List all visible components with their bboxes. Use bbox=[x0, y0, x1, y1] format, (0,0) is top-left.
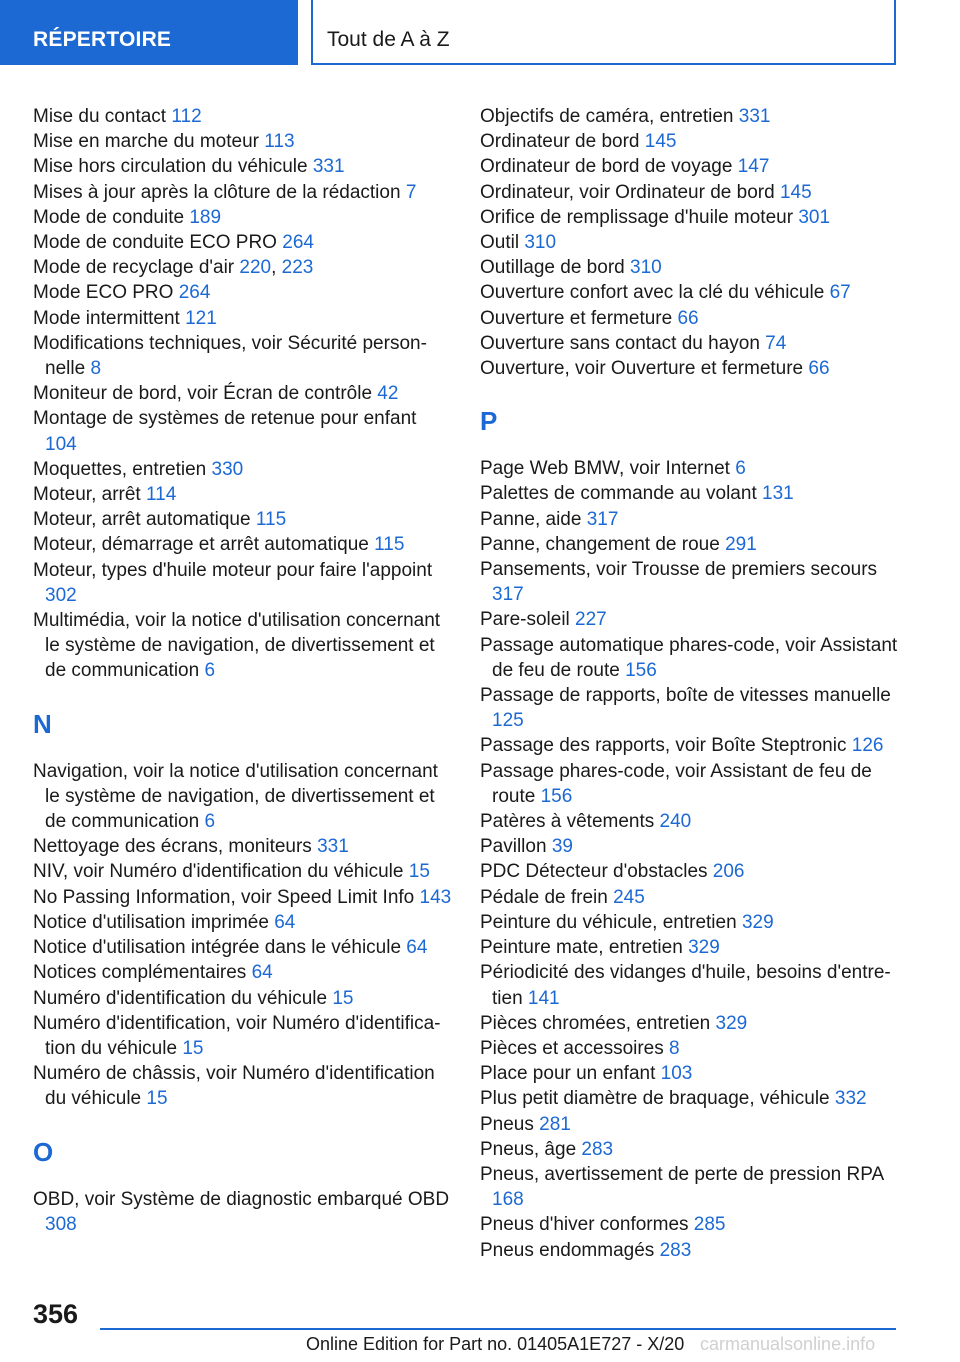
page-link[interactable]: 147 bbox=[737, 156, 770, 178]
index-entry-text: Numéro d'identification du véhicule bbox=[33, 987, 328, 1009]
index-entry-text: Pneus, avertissement de perte de pression RPA bbox=[480, 1163, 884, 1185]
page-link[interactable]: 156 bbox=[625, 659, 657, 681]
page-link[interactable]: 206 bbox=[712, 861, 745, 883]
page-link[interactable]: 317 bbox=[586, 508, 619, 530]
page-link[interactable]: 115 bbox=[255, 509, 287, 531]
index-entry bbox=[33, 104, 453, 129]
index-entry-text: Objectifs de caméra, entretien bbox=[480, 106, 734, 127]
index-entry bbox=[33, 986, 453, 1011]
index-entry bbox=[33, 910, 453, 935]
index-entry bbox=[480, 1112, 910, 1137]
index-entry bbox=[33, 280, 453, 305]
index-column-left bbox=[33, 104, 453, 1237]
index-entry-text: Pavillon bbox=[480, 836, 547, 858]
page-link[interactable]: 168 bbox=[492, 1189, 524, 1211]
index-entry-text: Mise hors circulation du véhicule bbox=[33, 156, 308, 178]
index-entry-text: No Passing Information, voir Speed Limit Info bbox=[33, 886, 415, 908]
index-entry-text: Pansements, voir Trousse de premiers secours bbox=[480, 559, 878, 581]
index-entry bbox=[480, 809, 910, 834]
index-entry bbox=[480, 733, 910, 758]
page-link[interactable]: 240 bbox=[659, 811, 692, 833]
page-link[interactable]: 103 bbox=[660, 1063, 693, 1085]
index-entry-text: Pneus endommagés bbox=[480, 1239, 655, 1261]
footer-edition: Online Edition for Part no. 01405A1E727 - X/20 bbox=[306, 1334, 685, 1354]
page-link[interactable]: 283 bbox=[581, 1138, 614, 1160]
index-entry bbox=[480, 104, 910, 129]
page-link[interactable]: 66 bbox=[677, 307, 699, 329]
index-entry-text: Mode intermittent bbox=[33, 307, 180, 329]
index-entry-text: Ordinateur de bord de voyage bbox=[480, 156, 733, 178]
index-entry bbox=[480, 154, 910, 179]
page-link[interactable]: 42 bbox=[377, 383, 399, 405]
page-link[interactable]: 8 bbox=[90, 358, 102, 380]
index-entry-text: Panne, changement de roue bbox=[480, 533, 720, 555]
page-link[interactable]: 66 bbox=[808, 358, 830, 380]
index-entry-text: Montage de systèmes de retenue pour enfant bbox=[33, 408, 417, 430]
index-entry-text: Numéro d'identification, voir Numéro d'identification du véhicule bbox=[33, 1012, 441, 1059]
page-link[interactable]: 15 bbox=[182, 1037, 204, 1059]
index-entry bbox=[480, 532, 910, 557]
page-link[interactable]: 317 bbox=[492, 584, 524, 606]
index-entry-text: Ouverture, voir Ouverture et fermeture bbox=[480, 358, 804, 380]
index-entry bbox=[480, 1212, 910, 1237]
page-link[interactable]: 291 bbox=[725, 533, 757, 555]
page-link[interactable]: 329 bbox=[715, 1012, 748, 1034]
page-link[interactable]: 15 bbox=[332, 987, 354, 1009]
page-link[interactable]: 112 bbox=[171, 106, 202, 127]
index-entry bbox=[480, 1162, 910, 1212]
index-entry bbox=[480, 255, 910, 280]
index-entry bbox=[33, 1061, 453, 1111]
index-entry-text: Page Web BMW, voir Internet bbox=[480, 458, 730, 480]
page-link[interactable]: 64 bbox=[251, 962, 273, 984]
index-entry-text: Périodicité des vidanges d'huile, besoins d'entretien bbox=[480, 962, 891, 1009]
page-link[interactable]: 125 bbox=[492, 710, 524, 732]
index-entry-text: Panne, aide bbox=[480, 508, 582, 530]
index-entry-text: Pare-soleil bbox=[480, 609, 570, 631]
index-entry bbox=[480, 960, 910, 1010]
index-entry bbox=[480, 356, 910, 381]
index-entry bbox=[480, 481, 910, 506]
page-link[interactable]: 264 bbox=[282, 232, 314, 254]
index-entry bbox=[480, 456, 910, 481]
index-entry-text: Peinture du véhicule, entretien bbox=[480, 911, 737, 933]
index-entry-text: Multimédia, voir la notice d'utilisation concernant le système de navigation, de divertissement et de communication bbox=[33, 610, 441, 682]
page-link[interactable]: 67 bbox=[829, 282, 851, 304]
index-entry-text: Mise en marche du moteur bbox=[33, 131, 259, 153]
index-entry-text: Orifice de remplissage d'huile moteur bbox=[480, 206, 794, 228]
index-entry bbox=[480, 230, 910, 255]
section-letter: N bbox=[33, 708, 52, 739]
index-entry-text: Plus petit diamètre de braquage, véhicule bbox=[480, 1088, 830, 1110]
page-link[interactable]: 331 bbox=[317, 836, 349, 858]
index-entry bbox=[33, 331, 453, 381]
page-link[interactable]: 115 bbox=[374, 534, 405, 556]
index-entry-text: Passage des rapports, voir Boîte Steptronic bbox=[480, 735, 847, 757]
index-entry bbox=[33, 205, 453, 230]
page-number: 356 bbox=[33, 1299, 79, 1329]
page-link[interactable]: 39 bbox=[551, 836, 573, 858]
index-entry-text: Pièces et accessoires bbox=[480, 1037, 664, 1059]
watermark: carmanualsonline.info bbox=[700, 1334, 876, 1354]
page-link[interactable]: 8 bbox=[669, 1037, 680, 1059]
page-separator: , bbox=[271, 257, 277, 279]
page-link[interactable]: 126 bbox=[851, 735, 884, 757]
index-entry-text: Ordinateur de bord bbox=[480, 131, 640, 153]
page-link[interactable]: 301 bbox=[798, 206, 831, 228]
index-entry-text: Pneus d'hiver conformes bbox=[480, 1214, 689, 1236]
index-entry-text: Notices complémentaires bbox=[33, 962, 247, 984]
page-link[interactable]: 104 bbox=[45, 433, 77, 455]
index-entry bbox=[480, 1137, 910, 1162]
index-entry bbox=[480, 557, 910, 607]
index-entry bbox=[33, 230, 453, 255]
page-link[interactable]: 330 bbox=[211, 458, 244, 480]
index-entry-text: Moquettes, entretien bbox=[33, 458, 207, 480]
page-link[interactable]: 15 bbox=[146, 1088, 168, 1110]
index-entry bbox=[33, 1011, 453, 1061]
page-link[interactable]: 285 bbox=[693, 1214, 726, 1236]
footer-divider bbox=[100, 1328, 896, 1330]
page-link[interactable]: 64 bbox=[274, 911, 296, 933]
page-link[interactable]: 15 bbox=[408, 861, 430, 883]
page-link[interactable]: 310 bbox=[524, 232, 557, 254]
index-entry-text: Moteur, démarrage et arrêt automatique bbox=[33, 534, 369, 556]
index-entry-text: Patères à vêtements bbox=[480, 811, 655, 833]
index-entry bbox=[480, 280, 910, 305]
index-entry-text: Palettes de commande au volant bbox=[480, 483, 757, 505]
index-entry bbox=[33, 306, 453, 331]
index-entry bbox=[33, 608, 453, 684]
index-entry-text: Mises à jour après la clôture de la rédaction bbox=[33, 181, 401, 203]
index-entry bbox=[480, 507, 910, 532]
index-entry bbox=[480, 683, 910, 733]
index-entry bbox=[33, 154, 453, 179]
index-entry bbox=[480, 834, 910, 859]
page-link[interactable]: 227 bbox=[575, 609, 607, 631]
index-entry bbox=[480, 935, 910, 960]
index-entry bbox=[480, 607, 910, 632]
index-entry bbox=[33, 482, 453, 507]
index-entry bbox=[480, 885, 910, 910]
index-entry bbox=[480, 1011, 910, 1036]
index-entry-text: Pneus, âge bbox=[480, 1138, 577, 1160]
index-entry-text: Moteur, arrêt bbox=[33, 484, 141, 506]
index-entry-text: Ouverture sans contact du hayon bbox=[480, 332, 760, 354]
page-link[interactable]: 114 bbox=[146, 484, 177, 506]
index-entry-text: Navigation, voir la notice d'utilisation concernant le système de navigation, de divertissement et de communication bbox=[33, 760, 438, 833]
index-entry bbox=[480, 1238, 910, 1263]
index-entry-text: Ouverture confort avec la clé du véhicule bbox=[480, 282, 825, 304]
page-link[interactable]: 145 bbox=[779, 181, 812, 203]
index-entry bbox=[480, 1036, 910, 1061]
index-entry-text: Passage automatique phares-code, voir Assistant de feu de route bbox=[480, 634, 898, 681]
page-link[interactable]: 283 bbox=[659, 1239, 692, 1261]
index-entry bbox=[33, 935, 453, 960]
index-entry-text: Numéro de châssis, voir Numéro d'identification du véhicule bbox=[33, 1063, 435, 1110]
index-entry-text: Passage de rapports, boîte de vitesses manuelle bbox=[480, 685, 891, 707]
index-entry bbox=[33, 960, 453, 985]
page-link[interactable]: 131 bbox=[762, 483, 794, 505]
index-entry-text: Pneus bbox=[480, 1113, 534, 1135]
index-entry-text: Notice d'utilisation imprimée bbox=[33, 911, 269, 933]
page-link[interactable]: 145 bbox=[644, 131, 677, 153]
index-entry-text: Moteur, types d'huile moteur pour faire l'appoint bbox=[33, 559, 433, 581]
index-column-right bbox=[480, 104, 910, 1263]
index-entry bbox=[33, 859, 453, 884]
index-entry bbox=[480, 759, 910, 809]
index-entry-text: NIV, voir Numéro d'identification du véhicule bbox=[33, 861, 404, 883]
page-link[interactable]: 223 bbox=[281, 257, 314, 279]
index-entry bbox=[33, 885, 453, 910]
page-link[interactable]: 121 bbox=[185, 307, 217, 329]
index-entry-text: Moteur, arrêt automatique bbox=[33, 509, 251, 531]
index-entry bbox=[480, 910, 910, 935]
index-entry bbox=[33, 255, 453, 280]
page-link[interactable]: 64 bbox=[406, 937, 428, 959]
index-entry-text: Mode de conduite ECO PRO bbox=[33, 232, 277, 254]
page-link[interactable]: 6 bbox=[204, 811, 216, 833]
page-link[interactable]: 310 bbox=[630, 257, 662, 279]
page-title: Tout de A à Z bbox=[311, 0, 896, 65]
index-entry bbox=[480, 331, 910, 356]
index-entry bbox=[33, 558, 453, 608]
page-link[interactable]: 189 bbox=[189, 206, 222, 228]
page-link[interactable]: 331 bbox=[738, 106, 771, 127]
index-entry bbox=[33, 834, 453, 859]
page-link[interactable]: 6 bbox=[735, 458, 746, 480]
page-link[interactable]: 141 bbox=[527, 987, 560, 1009]
index-entry bbox=[33, 532, 453, 557]
index-entry-text: Pièces chromées, entretien bbox=[480, 1012, 711, 1034]
index-entry bbox=[33, 180, 453, 205]
index-entry-text: Passage phares-code, voir Assistant de feu de route bbox=[480, 760, 872, 807]
section-letter: O bbox=[33, 1136, 54, 1167]
index-entry-text: OBD, voir Système de diagnostic embarqué OBD bbox=[33, 1188, 450, 1210]
index-entry-text: Notice d'utilisation intégrée dans le véhicule bbox=[33, 937, 402, 959]
index-entry-text: Moniteur de bord, voir Écran de contrôle bbox=[33, 383, 373, 405]
index-entry bbox=[33, 759, 453, 835]
page-link[interactable]: 302 bbox=[45, 584, 77, 606]
section-letter: P bbox=[480, 406, 498, 437]
index-entry bbox=[33, 507, 453, 532]
index-entry-text: Outillage de bord bbox=[480, 257, 625, 279]
page-link[interactable]: 281 bbox=[539, 1113, 571, 1135]
page-link[interactable]: 156 bbox=[540, 785, 573, 807]
section-tab-repertoire[interactable]: RÉPERTOIRE bbox=[0, 0, 298, 65]
index-entry-text: Pédale de frein bbox=[480, 886, 608, 908]
index-entry-text: Ouverture et fermeture bbox=[480, 307, 673, 329]
page-link[interactable]: 245 bbox=[613, 886, 645, 908]
index-entry bbox=[480, 180, 910, 205]
index-entry bbox=[480, 129, 910, 154]
page-link[interactable]: 7 bbox=[405, 181, 417, 203]
index-entry-text: Nettoyage des écrans, moniteurs bbox=[33, 836, 312, 858]
index-entry bbox=[33, 406, 453, 456]
index-entry-text: Place pour un enfant bbox=[480, 1063, 656, 1085]
index-entry bbox=[33, 457, 453, 482]
index-entry bbox=[480, 306, 910, 331]
index-entry bbox=[33, 381, 453, 406]
index-entry bbox=[480, 1061, 910, 1086]
index-entry bbox=[480, 633, 910, 683]
index-entry bbox=[33, 1187, 453, 1237]
page-link[interactable]: 220 bbox=[239, 257, 272, 279]
index-entry-text: Peinture mate, entretien bbox=[480, 937, 683, 959]
page-link[interactable]: 331 bbox=[312, 156, 345, 178]
index-entry-text: Mise du contact bbox=[33, 106, 167, 127]
page-link[interactable]: 143 bbox=[419, 886, 452, 908]
index-entry-text: Modifications techniques, voir Sécurité personnelle bbox=[33, 332, 427, 380]
page-link[interactable]: 74 bbox=[765, 332, 787, 354]
page-link[interactable]: 308 bbox=[45, 1213, 77, 1235]
index-entry-text: Mode de recyclage d'air bbox=[33, 257, 235, 279]
page-link[interactable]: 113 bbox=[264, 131, 295, 153]
page-link[interactable]: 264 bbox=[178, 282, 211, 304]
index-entry bbox=[480, 205, 910, 230]
index-entry-text: Outil bbox=[480, 232, 520, 254]
index-entry bbox=[33, 129, 453, 154]
index-entry-text: Mode de conduite bbox=[33, 206, 185, 228]
index-entry-text: PDC Détecteur d'obstacles bbox=[480, 861, 708, 883]
index-entry-text: Ordinateur, voir Ordinateur de bord bbox=[480, 181, 775, 203]
index-entry bbox=[480, 1086, 910, 1111]
page-link[interactable]: 329 bbox=[741, 911, 774, 933]
page-link[interactable]: 329 bbox=[688, 937, 720, 959]
page-link[interactable]: 6 bbox=[204, 660, 216, 682]
page-link[interactable]: 332 bbox=[834, 1088, 867, 1110]
index-entry bbox=[480, 859, 910, 884]
index-entry-text: Mode ECO PRO bbox=[33, 282, 174, 304]
